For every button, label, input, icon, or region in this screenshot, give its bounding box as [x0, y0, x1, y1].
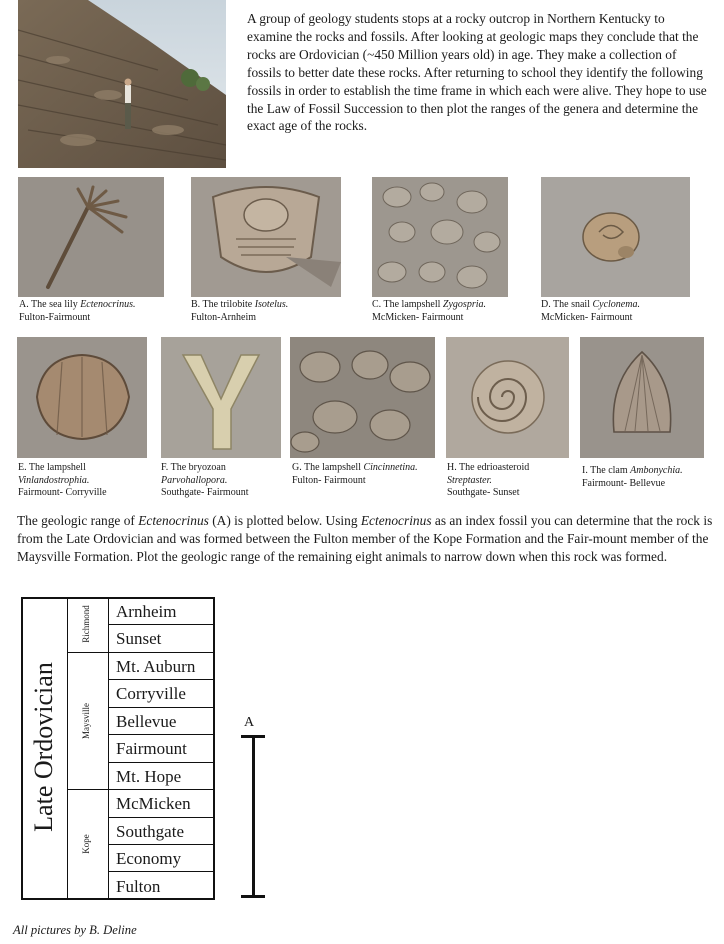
range-bar-a	[252, 735, 255, 898]
range-label-a: A	[244, 715, 255, 730]
member-fairmount: Fairmount	[116, 739, 187, 758]
member-arnheim: Arnheim	[116, 602, 177, 621]
fossil-photo-c	[372, 177, 508, 297]
intro-paragraph: A group of geology students stops at a rocky outcrop in Northern Kentucky to examine the rocks and fossils. After looking at geologic maps they conclude that the rocks are Ordovician (~450 Million years old) in age. They make a collection of fossils to better date these rocks. After returning to school they identify the following fossils in order to establish the time frame in which each were alive. They hope to use the Law of Fossil Succession to then plot the ranges of the genera and determine the exact age of the rocks.	[247, 11, 707, 134]
formation-kope: Kope	[81, 834, 91, 854]
fossil-photo-b	[191, 177, 341, 297]
member-sunset: Sunset	[116, 629, 162, 648]
caption-h: H. The edrioasteroid Streptaster. Southgate- Sunset	[447, 462, 530, 498]
photo-credit: All pictures by B. Deline	[13, 923, 137, 937]
stratigraphic-column	[21, 597, 215, 900]
caption-c: C. The lampshell Zygospria. McMicken- Fairmount	[372, 299, 486, 323]
fossil-photo-g	[290, 337, 435, 458]
member-fulton: Fulton	[116, 877, 161, 896]
caption-d: D. The snail Cyclonema. McMicken- Fairmount	[541, 299, 640, 323]
formation-richmond: Richmond	[81, 605, 91, 643]
caption-e: E. The lampshell Vinlandostrophia. Fairmount- Corryville	[18, 462, 107, 498]
fossil-photo-h	[446, 337, 569, 458]
member-mt-auburn: Mt. Auburn	[116, 657, 196, 676]
fossil-photo-d	[541, 177, 690, 297]
fossil-photo-e	[17, 337, 147, 458]
member-economy: Economy	[116, 849, 182, 868]
fossil-photo-a	[18, 177, 164, 297]
formation-maysville: Maysville	[81, 703, 91, 739]
member-southgate: Southgate	[116, 822, 184, 841]
caption-g: G. The lampshell Cincinnetina. Fulton- Fairmount	[292, 462, 418, 486]
question-paragraph: The geologic range of Ectenocrinus (A) is plotted below. Using Ectenocrinus as an index fossil you can determine that the rock is from the Late Ordovician and was formed between the Fulton member of the Kope Formation and the Fair-mount member of the Maysville Formation. Plot the geologic range of the remaining eight animals to narrow down when this rock was formed.	[17, 513, 713, 564]
member-corryville: Corryville	[116, 684, 186, 703]
caption-b: B. The trilobite Isotelus. Fulton-Arnheim	[191, 299, 289, 323]
member-mcmicken: McMicken	[116, 794, 191, 813]
member-bellevue: Bellevue	[116, 712, 177, 731]
fossil-photo-f	[161, 337, 281, 458]
caption-a: A. The sea lily Ectenocrinus. Fulton-Fairmount	[19, 299, 136, 323]
range-bar-a-bottom	[241, 895, 265, 898]
caption-i: I. The clam Ambonychia. Fairmount- Bellevue	[582, 465, 683, 489]
member-mt-hope: Mt. Hope	[116, 767, 182, 786]
outcrop-photo	[18, 0, 226, 168]
fossil-photo-i	[580, 337, 704, 458]
caption-f: F. The bryozoan Parvohallopora. Southgate- Fairmount	[161, 462, 249, 498]
period-label: Late Ordovician	[29, 662, 58, 832]
